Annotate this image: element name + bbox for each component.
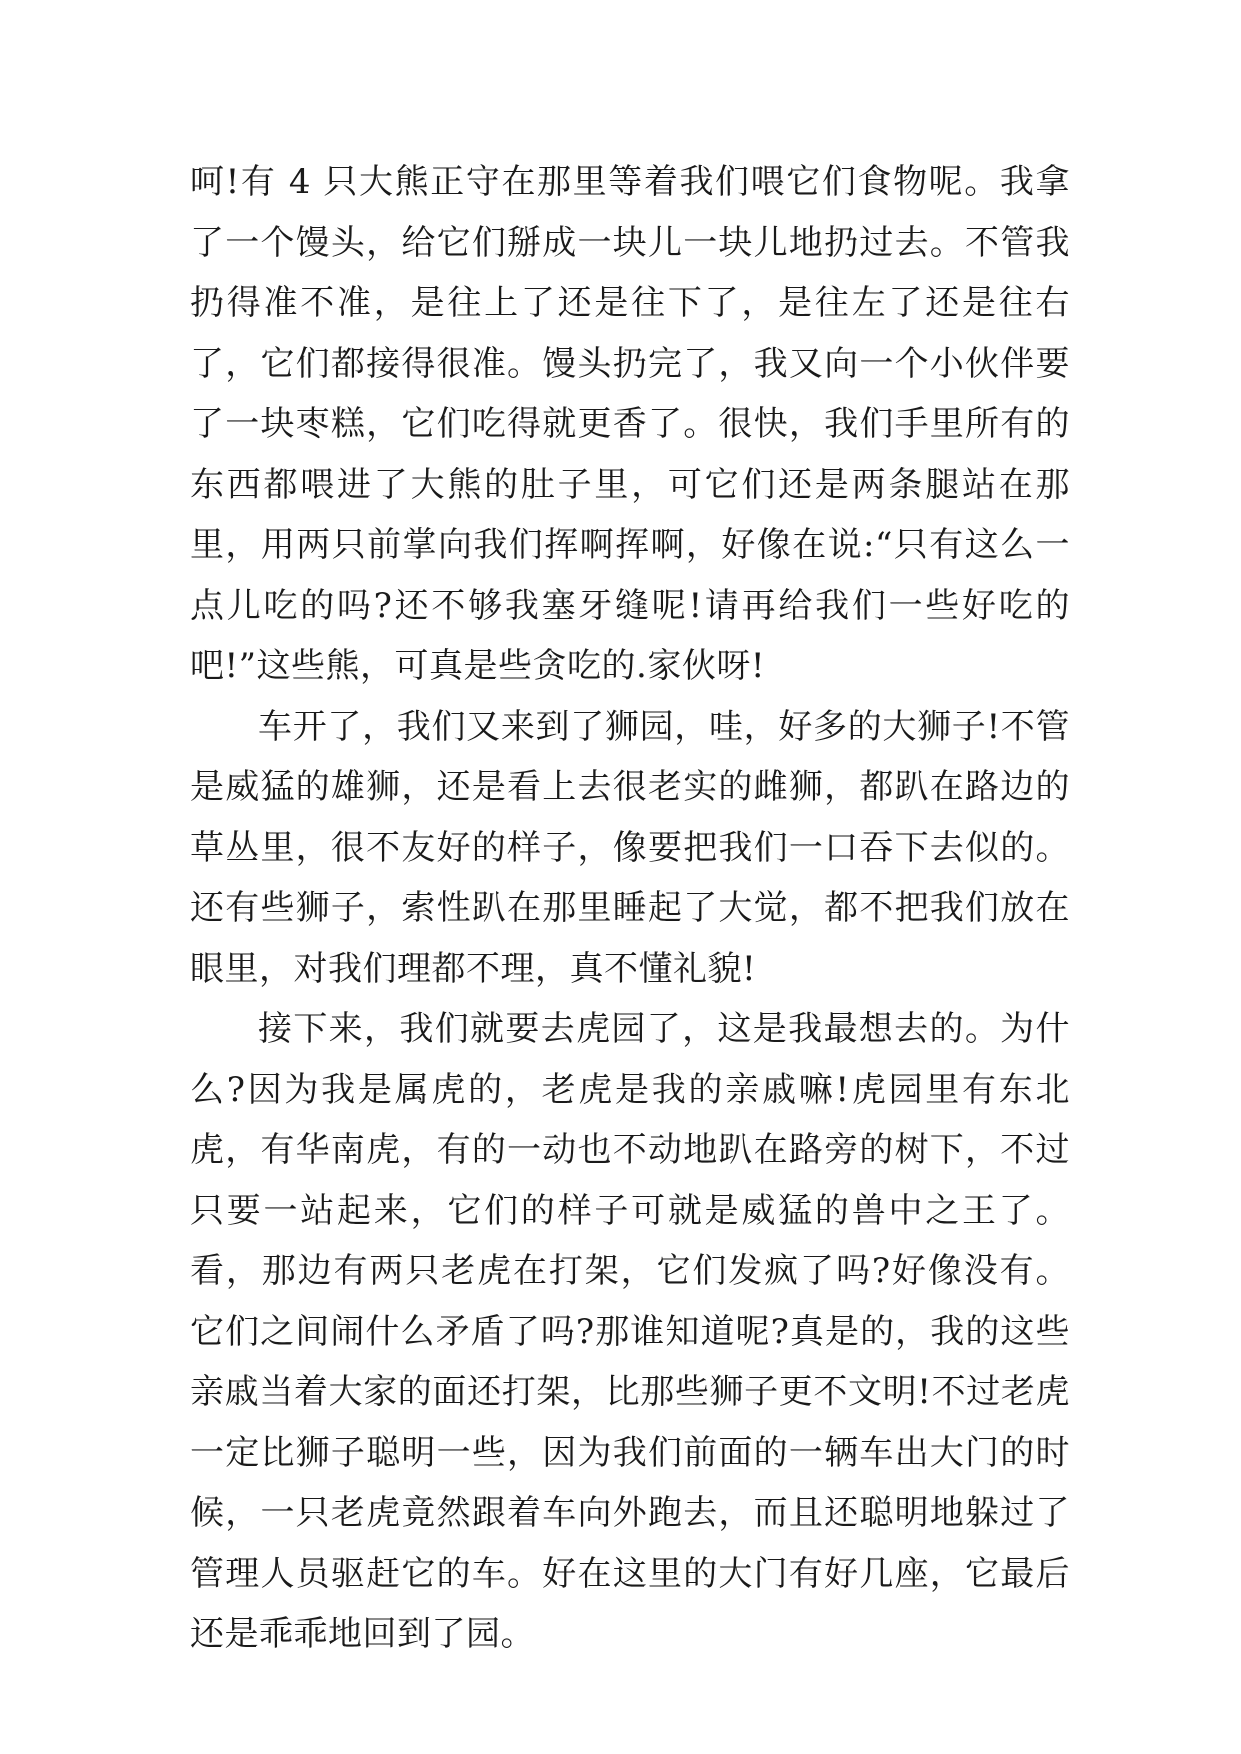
paragraph-bears: 呵!有 4 只大熊正守在那里等着我们喂它们食物呢。我拿了一个馒头，给它们掰成一块儿一块儿地扔过去。不管我扔得准不准，是往上了还是往下了，是往左了还是往右了，它们都接得很准。馒头扔完了，我又向一个小伙伴要了一块枣糕，它们吃得就更香了。很快，我们手里所有的东西都喂进了大熊的肚子里，可它们还是两条腿站在那里，用两只前掌向我们挥啊挥啊，好像在说:“只有这么一点儿吃的吗?还不够我塞牙缝呢!请再给我们一些好吃的吧!”这些熊，可真是些贪吃的.家伙呀! xyxy=(190,162,1070,686)
paragraph-lions: 车开了，我们又来到了狮园，哇，好多的大狮子!不管是威猛的雄狮，还是看上去很老实的雌狮，都趴在路边的草丛里，很不友好的样子，像要把我们一口吞下去似的。还有些狮子，索性趴在那里睡起了大觉，都不把我们放在眼里，对我们理都不理，真不懂礼貌! xyxy=(190,706,1070,989)
document-body xyxy=(190,152,1070,1665)
paragraph-tigers: 接下来，我们就要去虎园了，这是我最想去的。为什么?因为我是属虎的，老虎是我的亲戚嘛!虎园里有东北虎，有华南虎，有的一动也不动地趴在路旁的树下，不过只要一站起来，它们的样子可就是威猛的兽中之王了。看，那边有两只老虎在打架，它们发疯了吗?好像没有。它们之间闹什么矛盾了吗?那谁知道呢?真是的，我的这些亲戚当着大家的面还打架，比那些狮子更不文明!不过老虎一定比狮子聪明一些，因为我们前面的一辆车出大门的时候，一只老虎竟然跟着车向外跑去，而且还聪明地躲过了管理人员驱赶它的车。好在这里的大门有好几座，它最后还是乖乖地回到了园。 xyxy=(190,1009,1070,1654)
